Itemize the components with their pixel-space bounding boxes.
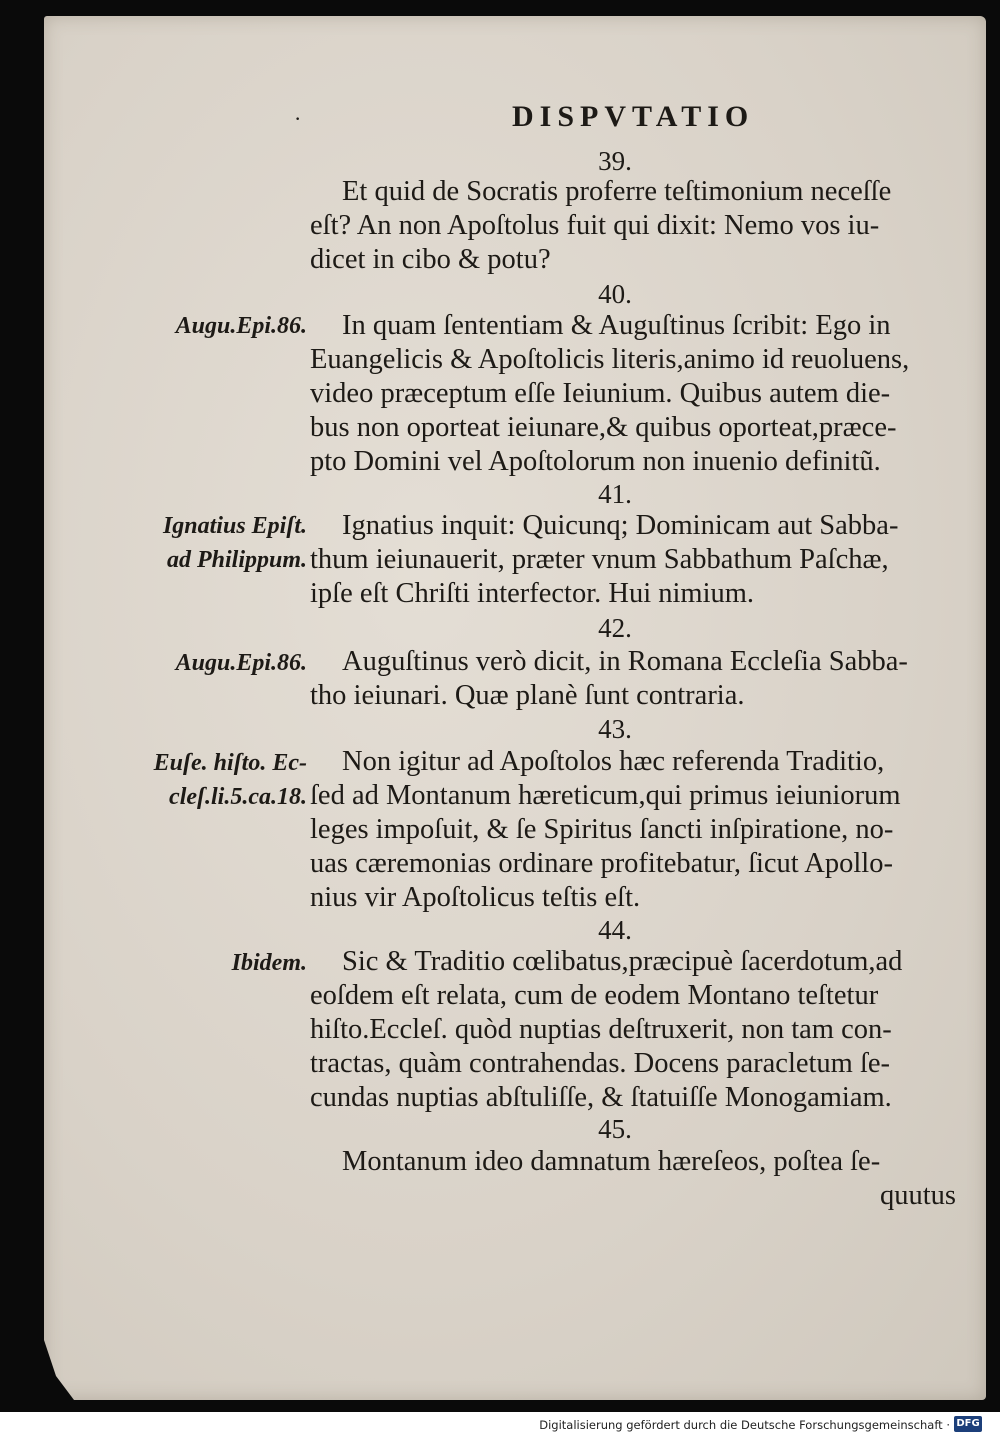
text-line: bus non oporteat ieiunare,& quibus oporteat,præce‑ — [310, 412, 897, 443]
section-number: 45. — [598, 1114, 632, 1144]
text-line: tractas, quàm contrahendas. Docens paracletum ſe‑ — [310, 1048, 891, 1079]
text-line: cundas nuptias abſtuliſſe, & ſtatuiſſe Monogamiam. — [310, 1082, 892, 1113]
header-mark: · — [294, 106, 302, 131]
running-head: DISPVTATIO — [512, 100, 755, 133]
margin-note: Augu.Epi.86. — [175, 313, 307, 339]
text-line: In quam ſententiam & Auguſtinus ſcribit: Ego in — [342, 310, 891, 341]
text-line: Non igitur ad Apoſtolos hæc referenda Traditio, — [342, 746, 885, 777]
margin-note: cleſ.li.5.ca.18. — [169, 784, 307, 810]
section-number: 42. — [598, 613, 632, 643]
text-line: hiſto.Eccleſ. quòd nuptias deſtruxerit, non tam con‑ — [310, 1014, 892, 1045]
catchword: quutus — [880, 1180, 957, 1211]
margin-note: Euſe. hiſto. Ec- — [153, 750, 307, 776]
funding-credit: Digitalisierung gefördert durch die Deutsche Forschungsgemeinschaft · — [539, 1418, 950, 1432]
margin-note: Ibidem. — [231, 950, 307, 976]
text-line: Montanum ideo damnatum hæreſeos, poſtea ſe‑ — [342, 1146, 881, 1177]
text-line: Et quid de Socratis proferre teſtimonium neceſſe — [342, 176, 892, 207]
text-line: video præceptum eſſe Ieiunium. Quibus autem die‑ — [310, 378, 891, 409]
margin-note: Ignatius Epiſt. — [162, 513, 307, 539]
text-line: eſt? An non Apoſtolus fuit qui dixit: Nemo vos iu‑ — [310, 210, 880, 241]
section-number: 43. — [598, 714, 632, 744]
text-line: ſed ad Montanum hæreticum,qui primus ieiuniorum — [310, 780, 901, 811]
section-number: 44. — [598, 915, 632, 945]
text-line: nius vir Apoſtolicus teſtis eſt. — [310, 882, 641, 913]
margin-note: ad Philippum. — [166, 547, 307, 573]
text-line: Sic & Traditio cœlibatus,præcipuè ſacerdotum,ad — [342, 946, 903, 977]
text-line: Ignatius inquit: Quicunq; Dominicam aut Sabba‑ — [342, 510, 899, 541]
text-line: ipſe eſt Chriſti interfector. Hui nimium. — [310, 578, 755, 609]
section-number: 40. — [598, 279, 632, 309]
text-line: uas cæremonias ordinare profitebatur, ſicut Apollo‑ — [310, 848, 893, 879]
text-line: pto Domini vel Apoſtolorum non inuenio definitũ. — [310, 446, 881, 477]
text-line: Auguſtinus verò dicit, in Romana Eccleſia Sabba‑ — [342, 646, 908, 677]
section-number: 39. — [598, 146, 632, 176]
text-line: dicet in cibo & potu? — [310, 244, 551, 275]
text-line: leges impoſuit, & ſe Spiritus ſancti inſpiratione, no‑ — [310, 814, 894, 845]
text-line: eoſdem eſt relata, cum de eodem Montano teſtetur — [310, 980, 879, 1011]
text-line: tho ieiunari. Quæ planè ſunt contraria. — [310, 680, 745, 711]
dfg-logo: DFG — [954, 1416, 982, 1432]
section-number: 41. — [598, 479, 632, 509]
text-line: thum ieiunauerit, præter vnum Sabbathum Paſchæ, — [310, 544, 889, 575]
margin-note: Augu.Epi.86. — [175, 650, 307, 676]
text-line: Euangelicis & Apoſtolicis literis,animo id reuoluens, — [310, 344, 910, 375]
